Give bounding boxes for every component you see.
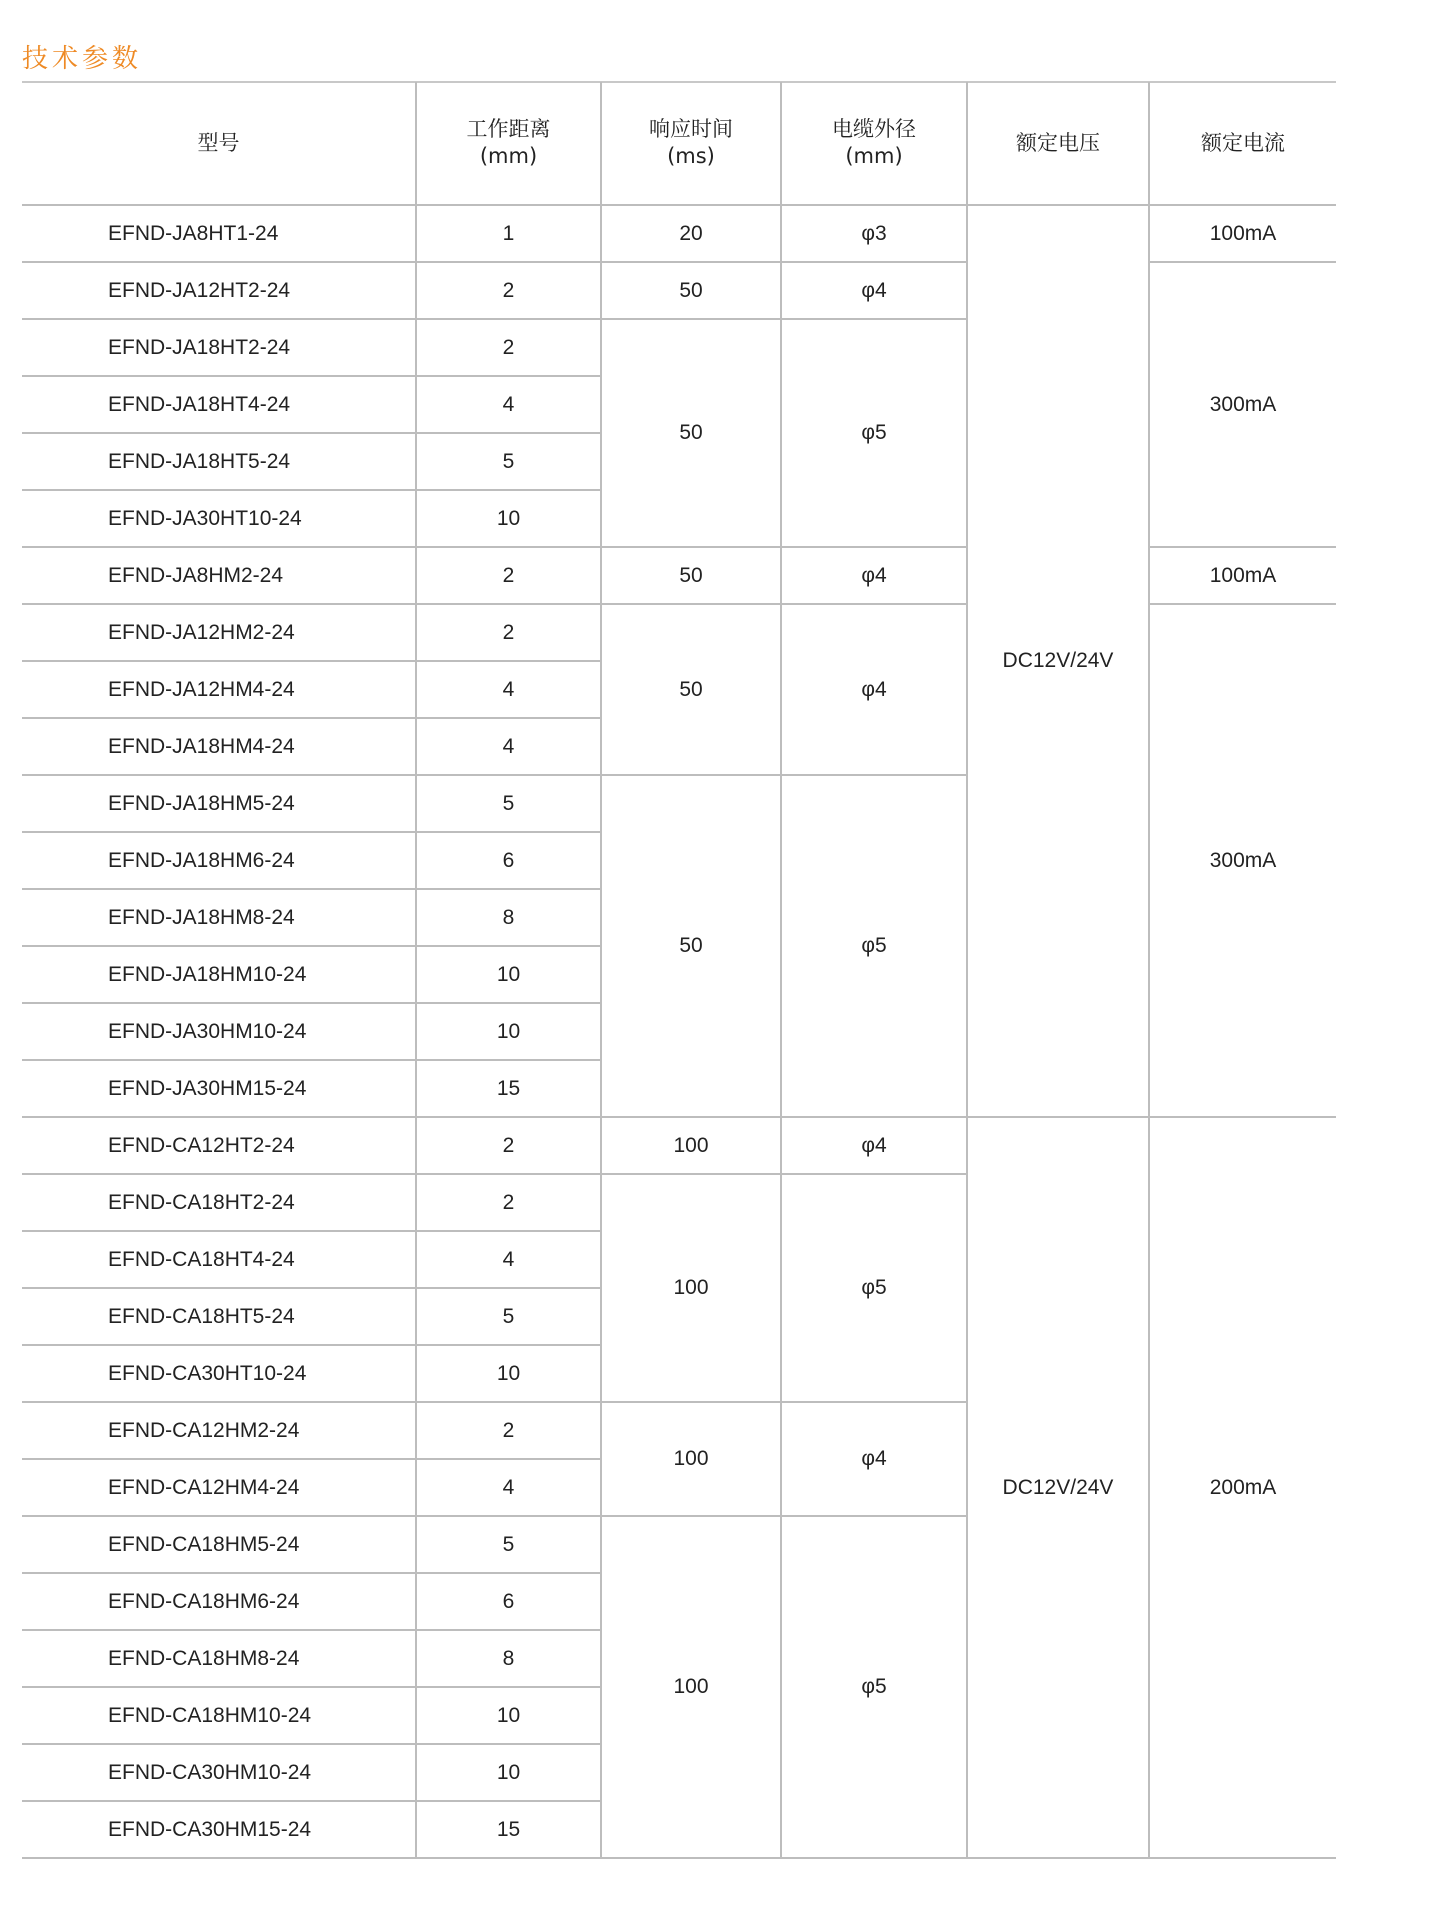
model-cell: EFND-CA30HM15-24 <box>22 1801 416 1858</box>
rated-current-cell: 200mA <box>1149 1117 1336 1858</box>
model-cell: EFND-CA18HM5-24 <box>22 1516 416 1573</box>
cable-diameter-cell: φ3 <box>781 205 967 262</box>
model-cell: EFND-CA18HT5-24 <box>22 1288 416 1345</box>
model-cell: EFND-JA12HT2-24 <box>22 262 416 319</box>
response-time-cell: 50 <box>601 775 781 1117</box>
header-model: 型号 <box>22 82 416 205</box>
model-cell: EFND-CA30HT10-24 <box>22 1345 416 1402</box>
model-cell: EFND-JA12HM2-24 <box>22 604 416 661</box>
model-cell: EFND-CA18HM6-24 <box>22 1573 416 1630</box>
model-cell: EFND-JA18HM10-24 <box>22 946 416 1003</box>
model-cell: EFND-CA18HT2-24 <box>22 1174 416 1231</box>
model-cell: EFND-CA18HM10-24 <box>22 1687 416 1744</box>
distance-cell: 1 <box>416 205 601 262</box>
header-response: 响应时间 (ms) <box>601 82 781 205</box>
table-row <box>22 205 1336 262</box>
distance-cell: 2 <box>416 319 601 376</box>
distance-cell: 4 <box>416 1459 601 1516</box>
distance-cell: 4 <box>416 376 601 433</box>
section-title: 技术参数 <box>22 44 143 74</box>
distance-cell: 10 <box>416 1687 601 1744</box>
response-time-cell: 50 <box>601 604 781 775</box>
response-time-cell: 100 <box>601 1516 781 1858</box>
cable-diameter-cell: φ4 <box>781 1402 967 1516</box>
model-cell: EFND-JA8HM2-24 <box>22 547 416 604</box>
model-cell: EFND-CA30HM10-24 <box>22 1744 416 1801</box>
model-cell: EFND-JA18HT4-24 <box>22 376 416 433</box>
distance-cell: 2 <box>416 604 601 661</box>
distance-cell: 5 <box>416 775 601 832</box>
distance-cell: 10 <box>416 1744 601 1801</box>
distance-cell: 2 <box>416 547 601 604</box>
cable-diameter-cell: φ4 <box>781 262 967 319</box>
distance-cell: 6 <box>416 1573 601 1630</box>
distance-cell: 2 <box>416 1402 601 1459</box>
distance-cell: 10 <box>416 1345 601 1402</box>
distance-cell: 8 <box>416 1630 601 1687</box>
model-cell: EFND-JA18HT2-24 <box>22 319 416 376</box>
distance-cell: 10 <box>416 1003 601 1060</box>
distance-cell: 6 <box>416 832 601 889</box>
model-cell: EFND-JA18HM4-24 <box>22 718 416 775</box>
model-cell: EFND-JA18HT5-24 <box>22 433 416 490</box>
rated-current-cell: 100mA <box>1149 205 1336 262</box>
distance-cell: 10 <box>416 490 601 547</box>
header-row <box>22 82 1336 205</box>
distance-cell: 4 <box>416 661 601 718</box>
header-distance: 工作距离 (mm) <box>416 82 601 205</box>
response-time-cell: 50 <box>601 547 781 604</box>
rated-current-cell: 300mA <box>1149 262 1336 547</box>
model-cell: EFND-JA18HM8-24 <box>22 889 416 946</box>
table-row <box>22 1117 1336 1174</box>
model-cell: EFND-JA30HM15-24 <box>22 1060 416 1117</box>
response-time-cell: 100 <box>601 1174 781 1402</box>
distance-cell: 15 <box>416 1801 601 1858</box>
distance-cell: 2 <box>416 262 601 319</box>
model-cell: EFND-JA18HM5-24 <box>22 775 416 832</box>
model-cell: EFND-JA30HT10-24 <box>22 490 416 547</box>
distance-cell: 5 <box>416 433 601 490</box>
model-cell: EFND-CA12HT2-24 <box>22 1117 416 1174</box>
rated-voltage-cell: DC12V/24V <box>967 1117 1149 1858</box>
cable-diameter-cell: φ4 <box>781 604 967 775</box>
cable-diameter-cell: φ5 <box>781 1174 967 1402</box>
distance-cell: 10 <box>416 946 601 1003</box>
cable-diameter-cell: φ5 <box>781 775 967 1117</box>
response-time-cell: 50 <box>601 319 781 547</box>
model-cell: EFND-CA12HM4-24 <box>22 1459 416 1516</box>
model-cell: EFND-JA18HM6-24 <box>22 832 416 889</box>
distance-cell: 5 <box>416 1288 601 1345</box>
distance-cell: 5 <box>416 1516 601 1573</box>
distance-cell: 8 <box>416 889 601 946</box>
response-time-cell: 100 <box>601 1117 781 1174</box>
rated-current-cell: 300mA <box>1149 604 1336 1117</box>
cable-diameter-cell: φ4 <box>781 1117 967 1174</box>
distance-cell: 2 <box>416 1174 601 1231</box>
distance-cell: 15 <box>416 1060 601 1117</box>
model-cell: EFND-CA12HM2-24 <box>22 1402 416 1459</box>
response-time-cell: 100 <box>601 1402 781 1516</box>
header-current: 额定电流 <box>1149 82 1336 205</box>
response-time-cell: 50 <box>601 262 781 319</box>
model-cell: EFND-CA18HT4-24 <box>22 1231 416 1288</box>
model-cell: EFND-CA18HM8-24 <box>22 1630 416 1687</box>
cable-diameter-cell: φ5 <box>781 1516 967 1858</box>
response-time-cell: 20 <box>601 205 781 262</box>
header-cable: 电缆外径 (mm) <box>781 82 967 205</box>
model-cell: EFND-JA30HM10-24 <box>22 1003 416 1060</box>
model-cell: EFND-JA8HT1-24 <box>22 205 416 262</box>
model-cell: EFND-JA12HM4-24 <box>22 661 416 718</box>
cable-diameter-cell: φ5 <box>781 319 967 547</box>
distance-cell: 4 <box>416 718 601 775</box>
distance-cell: 2 <box>416 1117 601 1174</box>
table-body <box>22 205 1336 1858</box>
cable-diameter-cell: φ4 <box>781 547 967 604</box>
rated-current-cell: 100mA <box>1149 547 1336 604</box>
distance-cell: 4 <box>416 1231 601 1288</box>
header-voltage: 额定电压 <box>967 82 1149 205</box>
rated-voltage-cell: DC12V/24V <box>967 205 1149 1117</box>
spec-table <box>22 82 1336 1859</box>
